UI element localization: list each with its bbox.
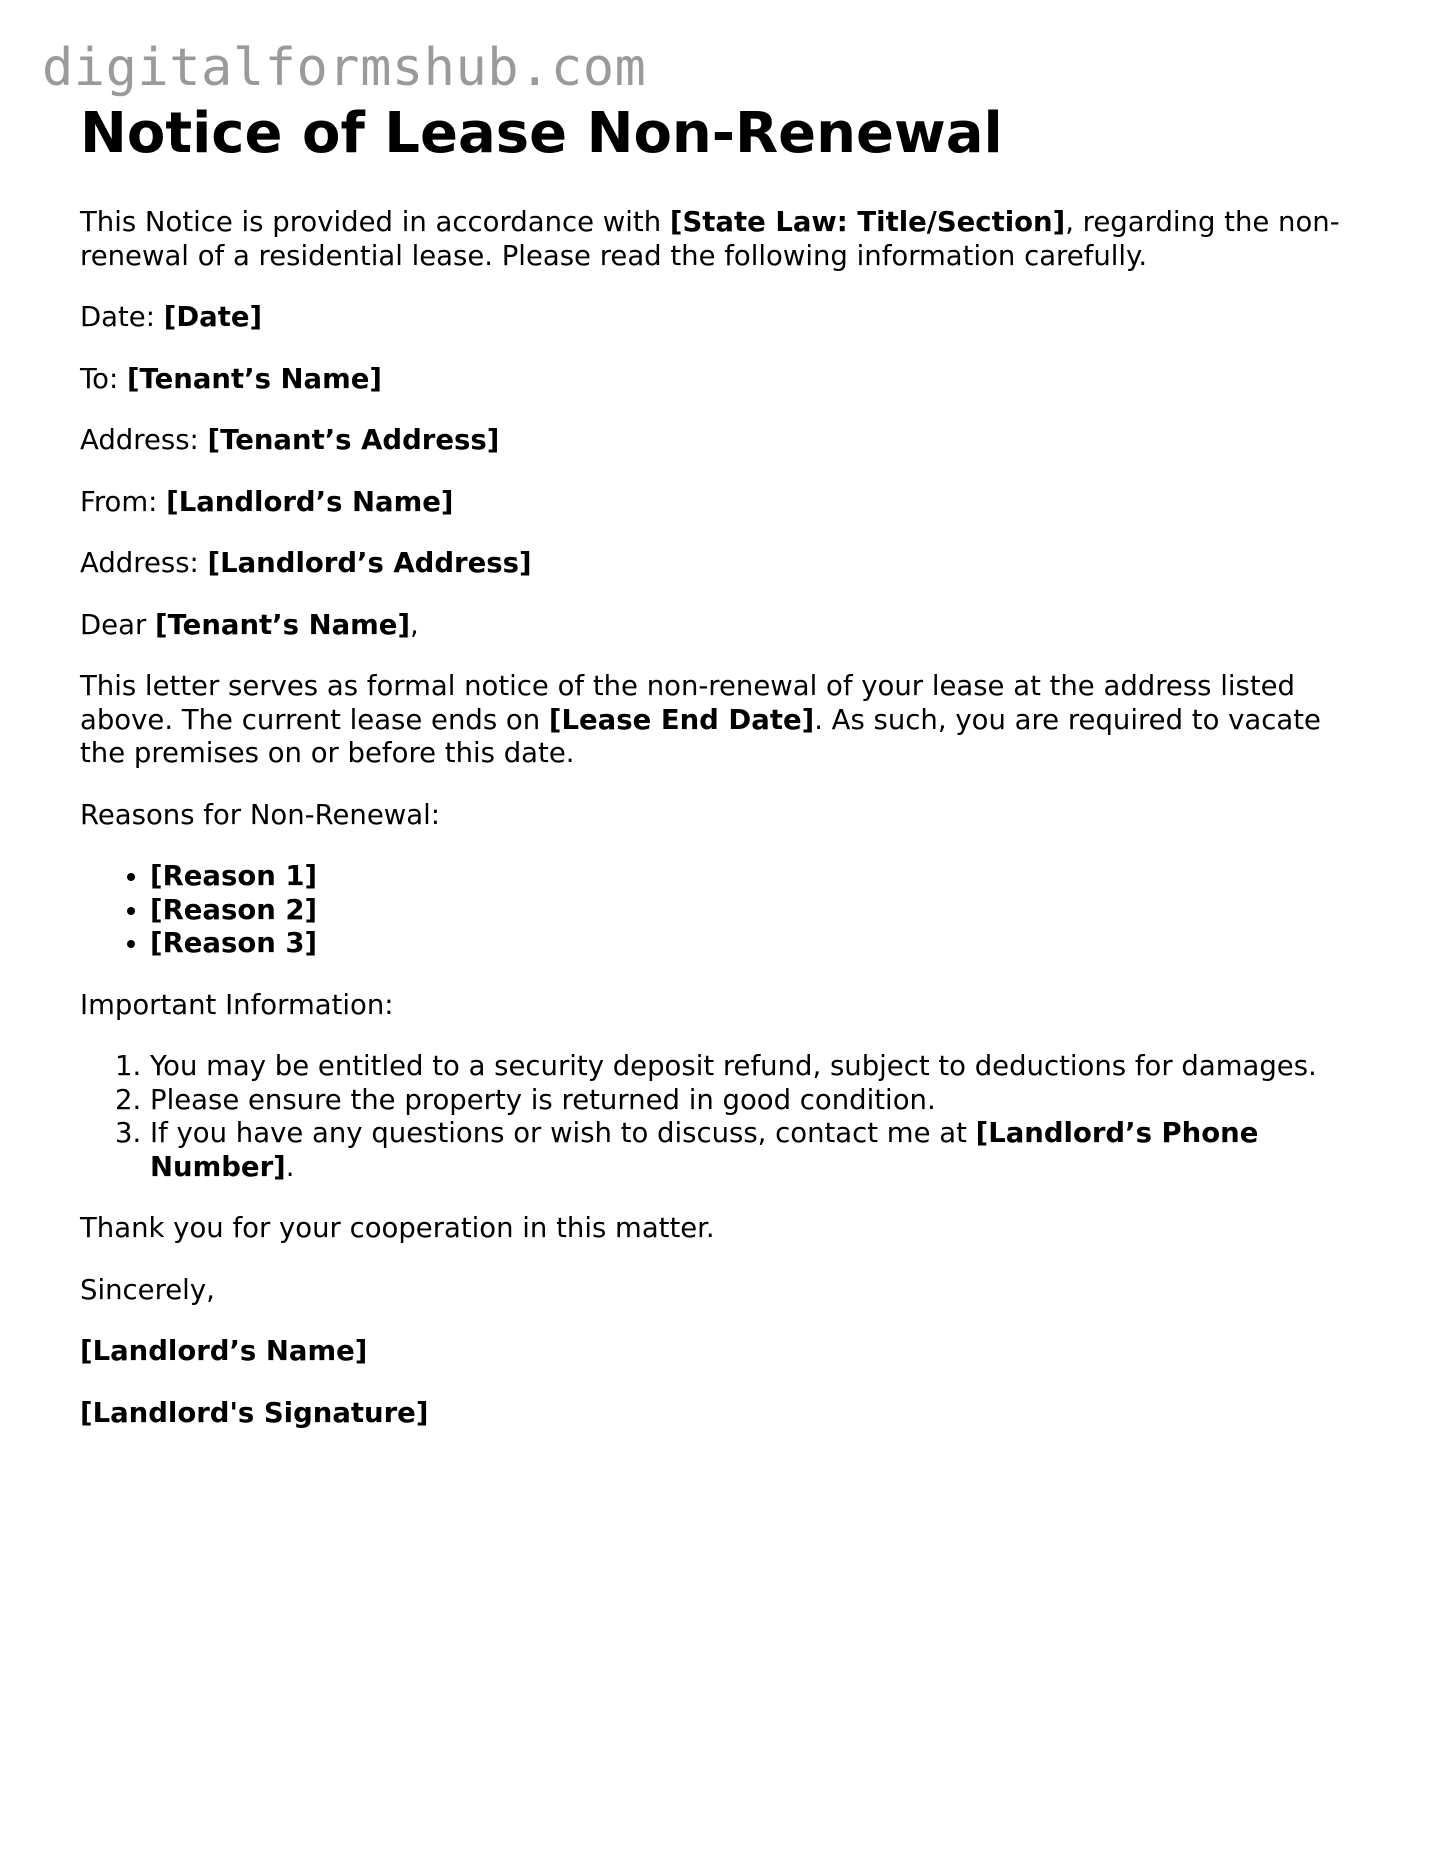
landlord-address-line: [80, 547, 1370, 581]
to-label: To:: [80, 362, 127, 395]
date-placeholder: [Date]: [163, 301, 263, 333]
reason-item: [150, 894, 1370, 928]
important-item-text: Please ensure the property is returned in good condition.: [150, 1083, 936, 1116]
important-item-period: .: [285, 1150, 295, 1183]
thanks-line: Thank you for your cooperation in this matter.: [80, 1212, 715, 1244]
landlord-name-placeholder: [Landlord’s Name]: [166, 485, 454, 518]
from-label: From:: [80, 485, 167, 518]
important-list: [80, 1050, 1370, 1184]
important-item-text: You may be entitled to a security deposit refund, subject to deductions for damages.: [150, 1050, 1317, 1082]
reason-item: [150, 927, 1370, 961]
tenant-name-placeholder: [Tenant’s Name]: [126, 362, 382, 395]
salutation-tenant-name: [Tenant’s Name]: [155, 608, 411, 641]
reasons-list: [80, 860, 1370, 961]
document-title: Notice of Lease Non-Renewal: [80, 101, 1003, 166]
intro-text-end: , regarding the non-renewal of a residential lease. Please read the following information carefully.: [80, 206, 1340, 272]
reason-item: [150, 860, 1370, 894]
closing-landlord-name: [80, 1335, 1370, 1369]
notice-text-start: This letter serves as formal notice of the non-renewal of your lease at the address listed above. The current lease ends on: [80, 670, 1296, 736]
salutation: [80, 609, 1370, 643]
state-law-placeholder: [State Law: Title/Section]: [669, 206, 1066, 238]
important-item: [150, 1117, 1370, 1184]
important-item: [150, 1084, 1370, 1118]
reason-placeholder: [Reason 1]: [150, 860, 318, 892]
intro-text-start: This Notice is provided in accordance with: [80, 206, 670, 238]
reasons-heading: Reasons for Non-Renewal:: [80, 798, 440, 831]
signature-placeholder: [Landlord's Signature]: [80, 1396, 429, 1429]
important-heading: Important Information:: [80, 988, 394, 1021]
reason-placeholder: [Reason 3]: [150, 927, 318, 959]
document-body: [80, 206, 1370, 1430]
salutation-comma: ,: [410, 608, 419, 641]
from-line: [80, 486, 1370, 520]
landlord-phone-placeholder: [Landlord’s Phone Number]: [150, 1117, 1259, 1183]
important-item-text: If you have any questions or wish to discuss, contact me at: [150, 1117, 976, 1149]
signoff: Sincerely,: [80, 1273, 215, 1306]
tenant-address-label: Address:: [80, 424, 208, 456]
tenant-address-placeholder: [Tenant’s Address]: [207, 424, 500, 456]
landlord-address-label: Address:: [80, 547, 208, 579]
notice-text-end: . As such, you are required to vacate the premises on or before this date.: [80, 703, 1321, 769]
to-line: [80, 363, 1370, 397]
closing-landlord-name-placeholder: [Landlord’s Name]: [80, 1335, 368, 1367]
notice-paragraph: [80, 670, 1370, 771]
important-item: [150, 1050, 1370, 1084]
landlord-address-placeholder: [Landlord’s Address]: [207, 547, 532, 579]
tenant-address-line: [80, 424, 1370, 458]
date-line: [80, 301, 1370, 335]
document-page: [80, 102, 1370, 1430]
signature-line: [80, 1397, 1370, 1431]
reason-placeholder: [Reason 2]: [150, 893, 318, 926]
lease-end-date-placeholder: [Lease End Date]: [548, 703, 815, 736]
date-label: Date:: [80, 301, 164, 333]
intro-paragraph: [80, 206, 1370, 273]
watermark: digitalformshub.com: [42, 38, 647, 98]
salutation-start: Dear: [80, 608, 155, 641]
